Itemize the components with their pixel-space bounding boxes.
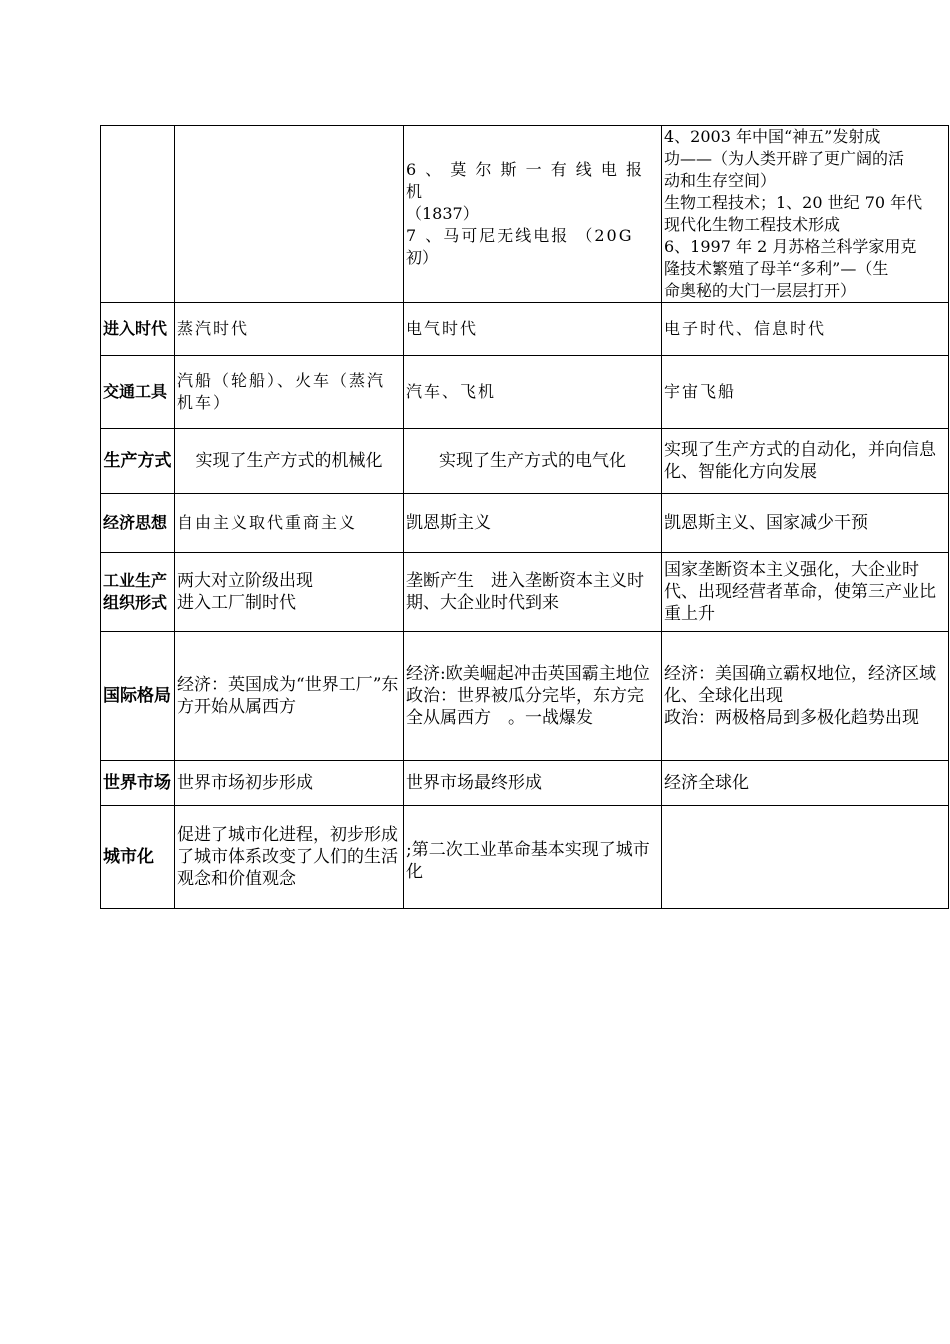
table-row (101, 429, 949, 494)
steam-production-cell: 实现了生产方式的机械化 (175, 429, 404, 494)
text-line: 7 、马可尼无线电报 （20G (406, 226, 634, 245)
text-line: 现代化生物工程技术形成 (664, 215, 841, 234)
text-line: 经济：美国确立霸权地位，经济区域化、全球化出现 (664, 664, 936, 706)
row-header-economic-thought: 经济思想 (101, 494, 175, 553)
electric-era-cell: 电气时代 (404, 303, 662, 356)
electric-urbanization-cell: ;第二次工业革命基本实现了城市化 (404, 806, 662, 909)
steam-organization-cell (175, 553, 404, 632)
electric-world-market-cell: 世界市场最终形成 (404, 761, 662, 806)
table-row (101, 761, 949, 806)
info-organization-cell: 国家垄断资本主义强化，大企业时代、出现经营者革命，使第三产业比重上升 (662, 553, 949, 632)
text-line: 4、2003 年中国“神五”发射成 (664, 127, 881, 146)
text-line: 功——（为人类开辟了更广阔的活 (664, 149, 905, 168)
table-row (101, 806, 949, 909)
info-production-cell: 实现了生产方式的自动化，并向信息化、智能化方向发展 (662, 429, 949, 494)
electric-economic-thought-cell: 凯恩斯主义 (404, 494, 662, 553)
row-header-era: 进入时代 (101, 303, 175, 356)
text-line: 隆技术繁殖了母羊“多利”—（生 (664, 259, 889, 278)
empty-header-cell (101, 126, 175, 303)
info-era-cell: 电子时代、信息时代 (662, 303, 949, 356)
row-header-international-pattern: 国际格局 (101, 632, 175, 761)
info-international-cell (662, 632, 949, 761)
info-world-market-cell: 经济全球化 (662, 761, 949, 806)
empty-cell (175, 126, 404, 303)
table-row (101, 126, 949, 303)
text-line: （1837） (406, 204, 479, 223)
text-line: 政治：世界被瓜分完毕，东方完全从属西方 。一战爆发 (406, 686, 644, 728)
electric-organization-cell: 垄断产生 进入垄断资本主义时期、大企业时代到来 (404, 553, 662, 632)
electric-international-cell (404, 632, 662, 761)
row-header-transport: 交通工具 (101, 356, 175, 429)
info-era-inventions-cell (662, 126, 949, 303)
electric-era-inventions-cell (404, 126, 662, 303)
steam-urbanization-cell: 促进了城市化进程，初步形成了城市体系改变了人们的生活观念和价值观念 (175, 806, 404, 909)
text-line: 政治：两极格局到多极化趋势出现 (664, 708, 919, 728)
row-header-world-market: 世界市场 (101, 761, 175, 806)
table-row (101, 494, 949, 553)
table-row (101, 632, 949, 761)
info-economic-thought-cell: 凯恩斯主义、国家减少干预 (662, 494, 949, 553)
text-line: 命奥秘的大门一层层打开） (664, 281, 857, 300)
text-line: 6 、 莫 尔 斯 一 有 线 电 报 机 (406, 160, 644, 201)
row-header-urbanization: 城市化 (101, 806, 175, 909)
info-transport-cell: 宇宙飞船 (662, 356, 949, 429)
steam-transport-cell: 汽船（轮船）、火车（蒸汽机车） (175, 356, 404, 429)
text-line: 进入工厂制时代 (177, 593, 296, 613)
electric-production-cell: 实现了生产方式的电气化 (404, 429, 662, 494)
table-row (101, 356, 949, 429)
text-line: 经济:欧美崛起冲击英国霸主地位 (406, 664, 650, 684)
steam-world-market-cell: 世界市场初步形成 (175, 761, 404, 806)
text-line: 初） (406, 248, 439, 267)
row-header-industrial-organization: 工业生产组织形式 (101, 553, 175, 632)
table-row (101, 553, 949, 632)
table-row (101, 303, 949, 356)
steam-economic-thought-cell: 自由主义取代重商主义 (175, 494, 404, 553)
text-line: 两大对立阶级出现 (177, 571, 313, 591)
text-line: 动和生存空间） (664, 171, 777, 190)
industrial-revolution-comparison-table (100, 125, 949, 909)
info-urbanization-cell (662, 806, 949, 909)
row-header-production-mode: 生产方式 (101, 429, 175, 494)
electric-transport-cell: 汽车、飞机 (404, 356, 662, 429)
steam-era-cell: 蒸汽时代 (175, 303, 404, 356)
text-line: 6、1997 年 2 月苏格兰科学家用克 (664, 237, 917, 256)
text-line: 生物工程技术；1、20 世纪 70 年代 (664, 193, 923, 212)
steam-international-cell: 经济：英国成为“世界工厂”东方开始从属西方 (175, 632, 404, 761)
